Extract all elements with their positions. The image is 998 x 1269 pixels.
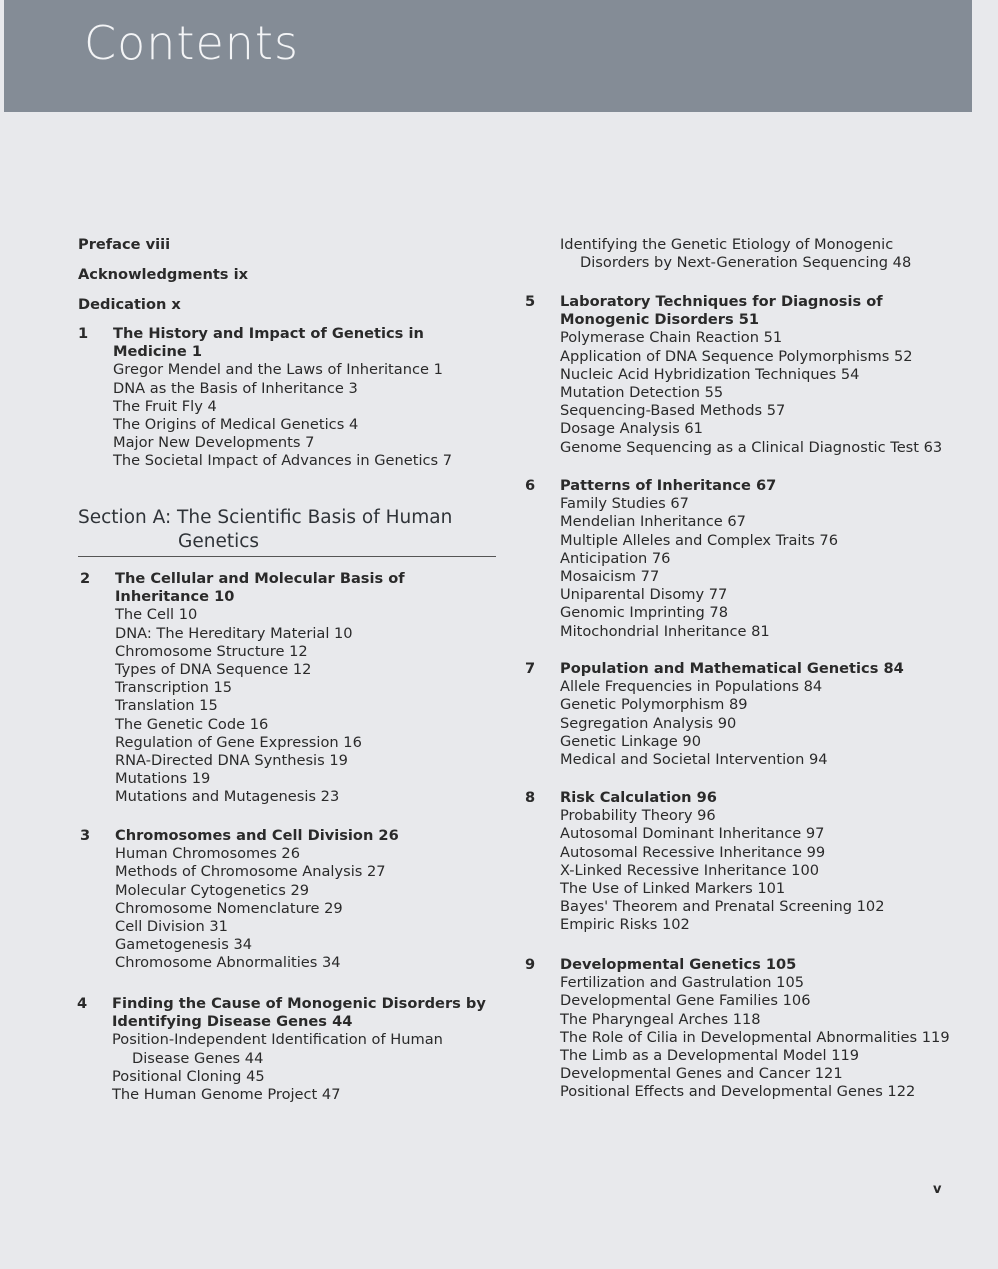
chapter-5 xyxy=(525,293,955,457)
chapter-title-line: The History and Impact of Genetics in xyxy=(113,325,424,342)
chapter-number: 1 xyxy=(78,325,89,342)
toc-entry: The Human Genome Project 47 xyxy=(112,1086,341,1104)
chapter-8 xyxy=(525,789,955,935)
chapter-number: 2 xyxy=(80,570,91,587)
toc-entry: The Limb as a Developmental Model 119 xyxy=(560,1047,860,1065)
toc-entry: Mitochondrial Inheritance 81 xyxy=(560,622,770,640)
toc-entry: The Cell 10 xyxy=(115,606,198,624)
page-title: Contents xyxy=(84,16,299,70)
chapter-1 xyxy=(78,325,508,471)
toc-entry: The Role of Cilia in Developmental Abnormalities 119 xyxy=(560,1028,950,1046)
toc-entry: Autosomal Dominant Inheritance 97 xyxy=(560,825,825,843)
toc-entry: Polymerase Chain Reaction 51 xyxy=(560,329,783,347)
section-title-line: Genetics xyxy=(178,531,260,552)
toc-entry: Gregor Mendel and the Laws of Inheritance 1 xyxy=(113,361,443,379)
front-matter-preface: Preface viii xyxy=(78,236,171,253)
chapter-title-line: Identifying Disease Genes 44 xyxy=(112,1013,353,1031)
toc-entry: The Fruit Fly 4 xyxy=(113,397,217,415)
chapter-number: 4 xyxy=(77,995,88,1012)
toc-entry: Positional Effects and Developmental Genes 122 xyxy=(560,1083,916,1101)
toc-entry: Cell Division 31 xyxy=(115,918,228,936)
toc-entry: X-Linked Recessive Inheritance 100 xyxy=(560,861,820,879)
chapter-4-continued xyxy=(525,236,945,272)
toc-entry: Developmental Gene Families 106 xyxy=(560,992,811,1010)
toc-entry: Human Chromosomes 26 xyxy=(115,845,301,863)
toc-entry: Genetic Linkage 90 xyxy=(560,732,701,750)
toc-entry: The Societal Impact of Advances in Genetics 7 xyxy=(113,452,453,470)
chapter-number: 9 xyxy=(525,956,536,973)
front-matter-acknowledgments: Acknowledgments ix xyxy=(78,266,248,283)
toc-entry: DNA as the Basis of Inheritance 3 xyxy=(113,379,358,397)
chapter-title-line: Laboratory Techniques for Diagnosis of xyxy=(560,293,883,310)
front-matter-dedication: Dedication x xyxy=(78,296,181,313)
page-number: v xyxy=(933,1182,942,1197)
toc-entry: Chromosome Nomenclature 29 xyxy=(115,899,343,917)
toc-entry: Translation 15 xyxy=(115,697,218,715)
chapter-title-line: Chromosomes and Cell Division 26 xyxy=(115,827,399,844)
section-divider xyxy=(78,556,496,557)
toc-entry: Transcription 15 xyxy=(115,679,233,697)
toc-entry: Identifying the Genetic Etiology of Monogenic Disorders by Next-Generation Sequencing 48 xyxy=(560,236,912,272)
chapter-3 xyxy=(80,827,510,973)
toc-entry: Mosaicism 77 xyxy=(560,568,660,586)
toc-entry: Medical and Societal Intervention 94 xyxy=(560,751,828,769)
toc-entry: Developmental Genes and Cancer 121 xyxy=(560,1065,843,1083)
chapter-title-line: Inheritance 10 xyxy=(115,588,235,606)
toc-entry: Nucleic Acid Hybridization Techniques 54 xyxy=(560,365,860,383)
toc-entry: Genome Sequencing as a Clinical Diagnostic Test 63 xyxy=(560,438,943,456)
chapter-title-line: Monogenic Disorders 51 xyxy=(560,311,760,329)
header-band xyxy=(4,0,972,112)
chapter-number: 6 xyxy=(525,477,536,494)
section-title xyxy=(78,506,496,554)
toc-entry: Positional Cloning 45 xyxy=(112,1067,265,1085)
toc-entry: Genetic Polymorphism 89 xyxy=(560,696,748,714)
chapter-2 xyxy=(80,570,510,807)
toc-entry: Bayes' Theorem and Prenatal Screening 102 xyxy=(560,898,885,916)
toc-entry: Fertilization and Gastrulation 105 xyxy=(560,974,805,992)
chapter-title-line: Risk Calculation 96 xyxy=(560,789,717,806)
toc-entry: Dosage Analysis 61 xyxy=(560,420,703,438)
chapter-7 xyxy=(525,660,955,769)
toc-entry: Segregation Analysis 90 xyxy=(560,714,737,732)
toc-entry: Family Studies 67 xyxy=(560,495,689,513)
toc-entry: Allele Frequencies in Populations 84 xyxy=(560,678,823,696)
toc-entry: Types of DNA Sequence 12 xyxy=(115,661,312,679)
toc-entry: Major New Developments 7 xyxy=(113,434,315,452)
chapter-4 xyxy=(77,995,507,1104)
toc-entry: Mutation Detection 55 xyxy=(560,384,724,402)
toc-entry: DNA: The Hereditary Material 10 xyxy=(115,624,353,642)
toc-entry: The Genetic Code 16 xyxy=(115,715,269,733)
toc-entry: Gametogenesis 34 xyxy=(115,936,253,954)
chapter-number: 8 xyxy=(525,789,536,806)
toc-entry: Chromosome Abnormalities 34 xyxy=(115,954,341,972)
chapter-9 xyxy=(525,956,965,1102)
toc-entry: Sequencing-Based Methods 57 xyxy=(560,402,786,420)
chapter-title-line: Finding the Cause of Monogenic Disorders by xyxy=(112,995,486,1012)
chapter-title-line: Medicine 1 xyxy=(113,343,203,361)
section-title-line: Section A: The Scientific Basis of Human xyxy=(78,507,453,528)
toc-entry: RNA-Directed DNA Synthesis 19 xyxy=(115,752,348,770)
toc-entry: Anticipation 76 xyxy=(560,549,671,567)
toc-entry: Mutations and Mutagenesis 23 xyxy=(115,788,340,806)
toc-entry: Genomic Imprinting 78 xyxy=(560,604,728,622)
chapter-number: 3 xyxy=(80,827,91,844)
chapter-title-line: Population and Mathematical Genetics 84 xyxy=(560,660,904,677)
chapter-title-line: Developmental Genetics 105 xyxy=(560,956,797,973)
toc-entry: The Pharyngeal Arches 118 xyxy=(560,1010,761,1028)
toc-entry: Chromosome Structure 12 xyxy=(115,642,308,660)
chapter-title-line: Patterns of Inheritance 67 xyxy=(560,477,777,494)
chapter-number: 5 xyxy=(525,293,536,310)
toc-entry: Empiric Risks 102 xyxy=(560,916,690,934)
toc-entry: Position-Independent Identification of Human Disease Genes 44 xyxy=(112,1031,443,1067)
toc-entry: The Use of Linked Markers 101 xyxy=(560,880,786,898)
toc-entry: Multiple Alleles and Complex Traits 76 xyxy=(560,531,838,549)
chapter-number: 7 xyxy=(525,660,536,677)
toc-entry: Uniparental Disomy 77 xyxy=(560,586,728,604)
toc-entry: Regulation of Gene Expression 16 xyxy=(115,733,362,751)
chapter-title-line: The Cellular and Molecular Basis of xyxy=(115,570,405,587)
toc-entry: Mutations 19 xyxy=(115,770,211,788)
toc-entry: The Origins of Medical Genetics 4 xyxy=(113,416,359,434)
toc-entry: Probability Theory 96 xyxy=(560,807,716,825)
toc-entry: Molecular Cytogenetics 29 xyxy=(115,881,310,899)
toc-entry: Autosomal Recessive Inheritance 99 xyxy=(560,843,826,861)
toc-entry: Application of DNA Sequence Polymorphisms 52 xyxy=(560,347,913,365)
chapter-6 xyxy=(525,477,955,641)
toc-entry: Methods of Chromosome Analysis 27 xyxy=(115,863,386,881)
toc-entry: Mendelian Inheritance 67 xyxy=(560,513,746,531)
